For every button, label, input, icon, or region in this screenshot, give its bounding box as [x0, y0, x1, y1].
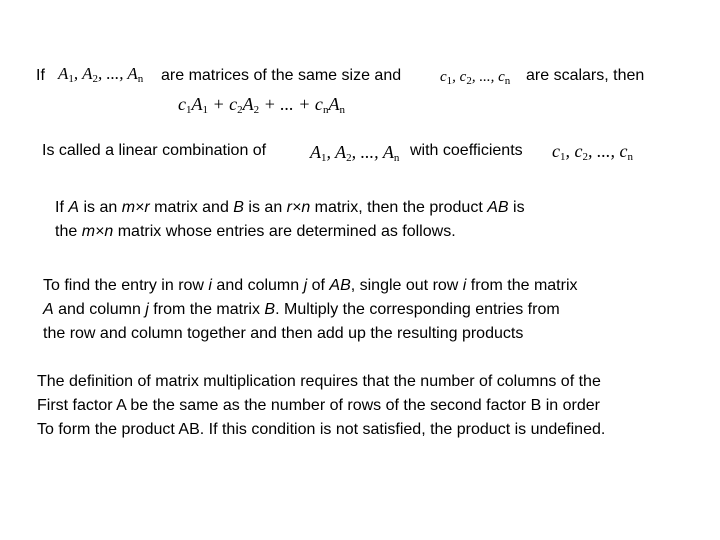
entry-rule-line-3: the row and column together and then add up the resulting products: [43, 325, 524, 342]
scalars-list-formula: $c_1$, $c_2$, ..., $c_n$: [440, 69, 511, 87]
requirement-line-2: First factor A be the same as the number of rows of the second factor B in order: [37, 397, 600, 414]
entry-rule-line-2: A and column j from the matrix B. Multiply the corresponding entries from: [43, 301, 560, 318]
matrices-list-formula-2: $A_1$, $A_2$, ..., $A_n$: [310, 142, 400, 164]
matrices-list-formula: $A_1$, $A_2$, ..., $A_n$: [58, 64, 144, 85]
entry-rule-line-1: To find the entry in row i and column j of AB, single out row i from the matrix: [43, 277, 578, 294]
called-text: Is called a linear combination of: [42, 142, 267, 159]
requirement-line-1: The definition of matrix multiplication requires that the number of columns of the: [37, 373, 601, 390]
with-coefficients-text: with coefficients: [410, 142, 523, 159]
multiplication-requirement-paragraph: [37, 370, 605, 442]
product-definition-line-2: the m×n matrix whose entries are determined as follows.: [55, 223, 456, 240]
linear-combination-formula: $c_1A_1 + c_2A_2$ + ... + $c_nA_n$: [178, 94, 345, 116]
are-scalars-text: are scalars, then: [526, 67, 645, 84]
requirement-line-3: To form the product AB. If this condition is not satisfied, the product is undefined.: [37, 421, 606, 438]
coefficients-list-formula: $c_1$, $c_2$, ..., $c_n$: [552, 141, 633, 163]
product-definition-paragraph: [55, 196, 525, 244]
product-definition-line-1: If A is an m×r matrix and B is an r×n matrix, then the product AB is: [55, 199, 525, 216]
are-matrices-text: are matrices of the same size and: [161, 67, 402, 84]
if-label: If: [36, 67, 45, 84]
entry-rule-paragraph: [43, 274, 578, 346]
